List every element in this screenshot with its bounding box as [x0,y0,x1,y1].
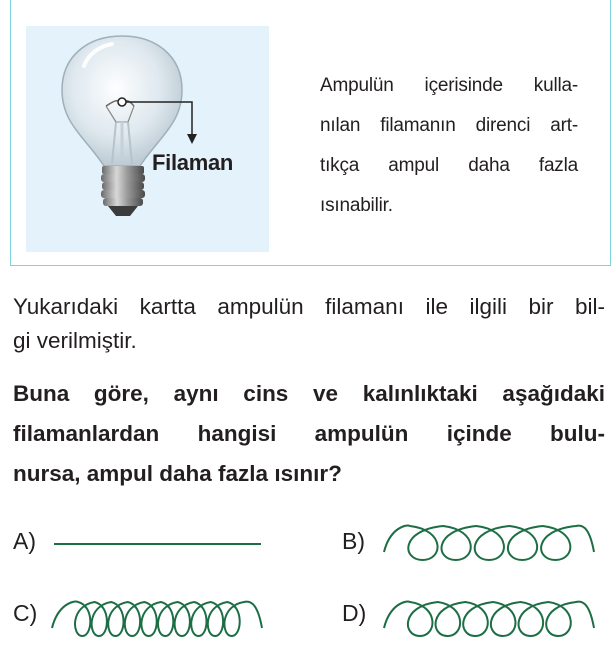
question-line: filamanlardan hangisi ampulün içinde bulu- [13,421,605,446]
card-text-line: tıkça ampul daha fazla [320,155,578,176]
card-text-line: ısınabilir. [320,195,393,216]
coiled-filament-wire [52,602,262,636]
card-text-line: Ampulün içerisinde kulla- [320,75,578,96]
card-description [320,66,578,226]
coiled-filament-wire [384,526,594,560]
filament-label: Filaman [152,150,234,175]
option-a-label[interactable]: A) [13,528,36,554]
option-d-label[interactable]: D) [342,600,367,626]
option-c-label[interactable]: C) [13,600,38,626]
bulb-image-panel [26,26,269,252]
option-a-filament[interactable] [50,524,265,568]
intro-line: gi verilmiştir. [13,328,137,353]
card-text-line: nılan filamanın direnci art- [320,115,578,136]
intro-text [13,290,605,358]
coiled-filament-wire [384,602,594,636]
option-c-filament[interactable] [46,592,268,644]
question-line: nursa, ampul daha fazla ısınır? [13,461,342,486]
option-d-filament[interactable] [378,592,600,644]
option-b-filament[interactable] [378,516,600,568]
intro-line: Yukarıdaki kartta ampulün filamanı ile ilgili bir bil- [13,294,605,319]
option-b-label[interactable]: B) [342,528,365,554]
question-text [13,374,605,494]
light-bulb-illustration [26,26,269,252]
question-line: Buna göre, aynı cins ve kalınlıktaki aşağıdaki [13,381,605,406]
